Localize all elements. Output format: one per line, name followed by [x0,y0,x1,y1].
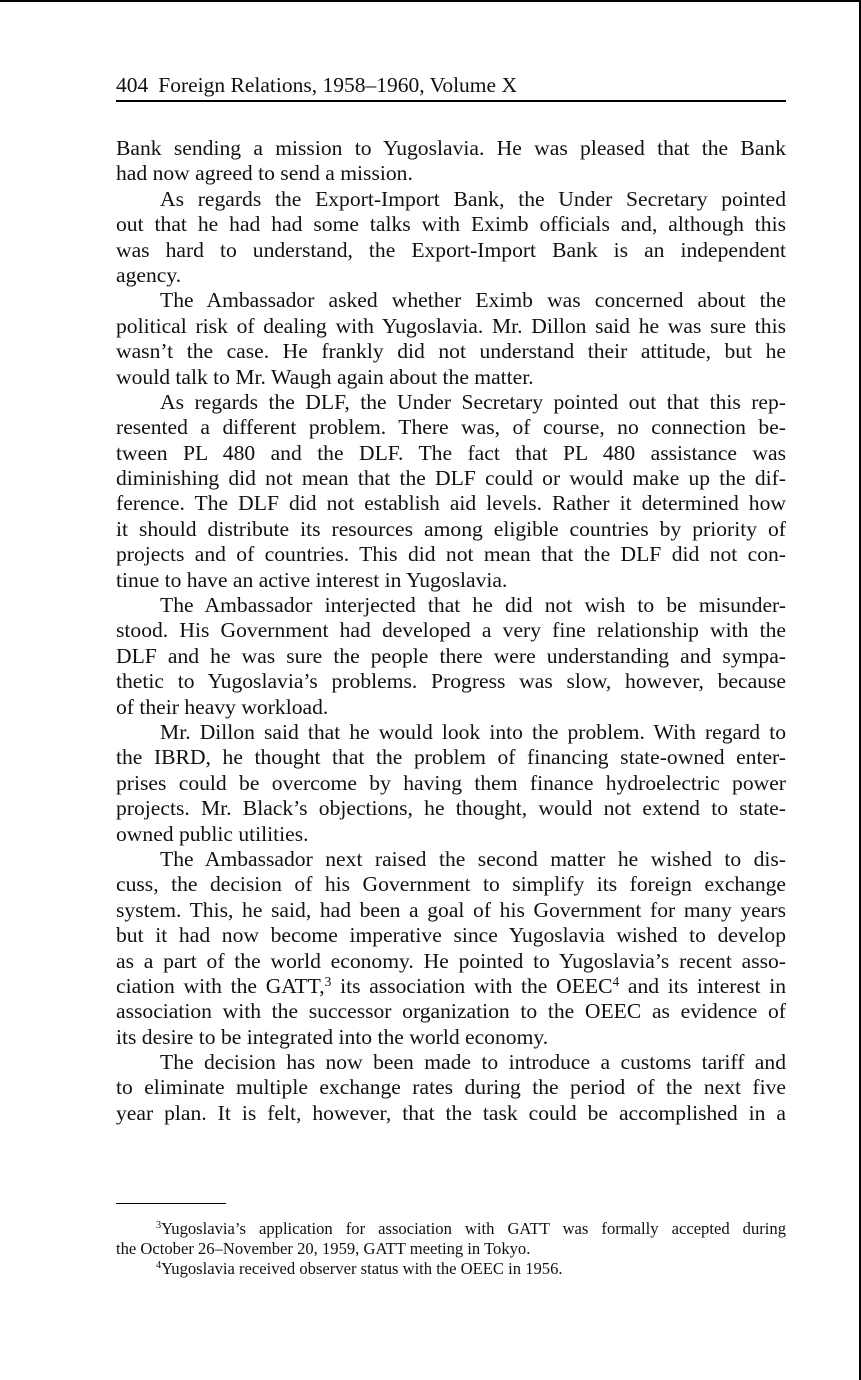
body-text [116,136,786,1126]
volume-title: Foreign Relations, 1958–1960, Volume X [158,73,517,97]
text-line: Mr. Dillon said that he would look into the problem. With regard to [160,719,786,744]
footnote-rule [116,1203,226,1204]
text-line: had now agreed to send a mission. [116,161,413,186]
text-line: ference. The DLF did not establish aid levels. Rather it determined how [116,491,786,516]
text-line: As regards the Export-Import Bank, the Under Secretary pointed [160,186,786,211]
text-line: The Ambassador interjected that he did not wish to be misunder- [160,593,786,618]
footnote-ref-3[interactable]: 3 [324,973,332,989]
text-line: to eliminate multiple exchange rates during the period of the next five [116,1075,786,1100]
footnote-text: Yugoslavia received observer status with the OEEC in 1956. [161,1259,563,1278]
text-line: prises could be overcome by having them finance hydroelectric power [116,770,786,795]
text-line: The Ambassador next raised the second matter he wished to dis- [160,846,786,871]
running-header [116,70,786,102]
text-line: owned public utilities. [116,821,309,846]
text-line: it should distribute its resources among eligible countries by priority of [116,516,786,541]
text-line: of their heavy workload. [116,694,329,719]
text-line: as a part of the world economy. He pointed to Yugoslavia’s recent asso- [116,948,786,973]
text-line: would talk to Mr. Waugh again about the matter. [116,364,534,389]
text-line: association with the successor organization to the OEEC as evidence of [116,999,786,1024]
text-line: The Ambassador asked whether Eximb was concerned about the [160,288,786,313]
footnote-text: Yugoslavia’s application for association with GATT was formally accepted during [161,1219,786,1238]
text-line: resented a different problem. There was, of course, no connection be- [116,415,786,440]
header-text [116,72,517,98]
text-line: the IBRD, he thought that the problem of financing state-owned enter- [116,745,786,770]
text-line: tinue to have an active interest in Yugoslavia. [116,567,508,592]
text-line: DLF and he was sure the people there were understanding and sympa- [116,643,786,668]
text-line: Bank sending a mission to Yugoslavia. He was pleased that the Bank [116,136,786,160]
footnote-marker-4: 4 [156,1260,162,1272]
text-line: The decision has now been made to introduce a customs tariff and [160,1050,786,1075]
footnote-4-line [116,1259,786,1279]
page-number: 404 [116,73,149,97]
text-line: out that he had had some talks with Eximb officials and, although this [116,212,786,237]
text-line: was hard to understand, the Export-Import Bank is an independent [116,237,786,262]
footnote-ref-4[interactable]: 4 [612,973,620,989]
text-line: diminishing did not mean that the DLF could or would make up the dif- [116,466,786,491]
footnote-3-line [116,1219,786,1239]
header-rule [116,100,786,102]
text-line: year plan. It is felt, however, that the task could be accomplished in a [116,1100,786,1125]
text-segment: ciation with the GATT, [116,973,325,998]
footnote-3-line: the October 26–November 20, 1959, GATT meeting in Tokyo. [116,1239,531,1258]
text-line: political risk of dealing with Yugoslavia. Mr. Dillon said he was sure this [116,313,786,338]
text-line: thetic to Yugoslavia’s problems. Progress was slow, however, because [116,669,786,694]
text-segment: and its interest in [627,973,787,998]
text-line: projects and of countries. This did not mean that the DLF did not con- [116,542,786,567]
text-line: but it had now become imperative since Yugoslavia wished to develop [116,923,786,948]
text-line: As regards the DLF, the Under Secretary pointed out that this rep- [160,389,786,414]
text-line: system. This, he said, had been a goal of his Government for many years [116,897,786,922]
footnotes [116,1219,786,1279]
text-line: projects. Mr. Black’s objections, he thought, would not extend to state- [116,796,786,821]
footnote-marker-3: 3 [156,1220,162,1232]
text-line: agency. [116,262,182,287]
text-line: wasn’t the case. He frankly did not understand their attitude, but he [116,339,786,364]
text-line: cuss, the decision of his Government to simplify its foreign exchange [116,872,786,897]
page-top-border [0,0,861,2]
text-line: its desire to be integrated into the world economy. [116,1024,549,1049]
text-line: tween PL 480 and the DLF. The fact that PL 480 assistance was [116,440,786,465]
text-segment: its association with the OEEC [340,973,613,998]
text-line-with-footnote-refs [116,974,786,999]
text-line: stood. His Government had developed a very fine relationship with the [116,618,786,643]
